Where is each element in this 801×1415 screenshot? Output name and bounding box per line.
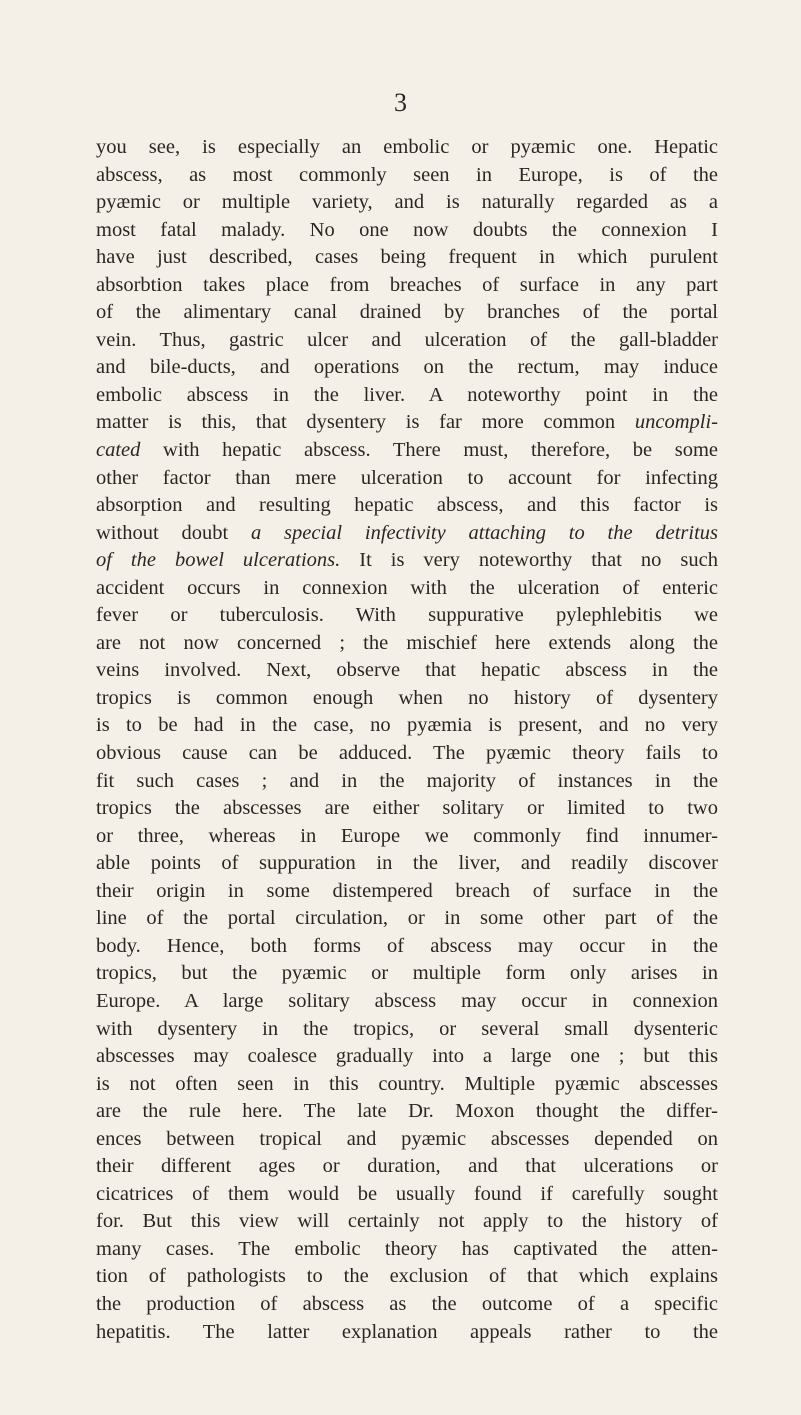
text-line: other factor than mere ulceration to account for infecting [96, 466, 718, 489]
italic-phrase: uncompli- [634, 411, 718, 434]
text-line: hepatitis. The latter explanation appeals rather to the [96, 1320, 718, 1343]
text-line: veins involved. Next, observe that hepatic abscess in the [96, 659, 718, 682]
text-line: abscess, as most commonly seen in Europe, is of the [96, 163, 718, 186]
text-line: tropics, but the pyæmic or multiple form only arises in [96, 962, 718, 985]
text-line: or three, whereas in Europe we commonly find innumer- [96, 824, 718, 847]
text-line: accident occurs in connexion with the ulceration of enteric [96, 576, 718, 599]
text-line: are not now concerned ; the mischief here extends along the [96, 631, 718, 654]
text-line: the production of abscess as the outcome of a specific [96, 1292, 718, 1315]
text-line: tropics the abscesses are either solitary or limited to two [96, 797, 718, 820]
text-line: tropics is common enough when no history of dysentery [96, 686, 718, 709]
text-line: without doubt a special infectivity attaching to the detritus [96, 521, 718, 544]
text-line: cated with hepatic abscess. There must, therefore, be some [96, 439, 718, 462]
text-line: absorbtion takes place from breaches of surface in any part [96, 273, 718, 296]
italic-phrase: a special infectivity attaching to the detritus [250, 521, 718, 544]
text-line: fit such cases ; and in the majority of instances in the [96, 769, 718, 792]
text-line: you see, is especially an embolic or pyæmic one. Hepatic [96, 136, 718, 158]
text-line: of the bowel ulcerations. It is very noteworthy that no such [96, 549, 718, 572]
text-line: absorption and resulting hepatic abscess, and this factor is [96, 494, 718, 517]
text-line: their origin in some distempered breach of surface in the [96, 879, 718, 902]
text-line: abscesses may coalesce gradually into a large one ; but this [96, 1045, 718, 1068]
text-line: tion of pathologists to the exclusion of that which explains [96, 1265, 718, 1288]
text-line: fever or tuberculosis. With suppurative pylephlebitis we [96, 604, 718, 627]
text-line: with dysentery in the tropics, or several small dysenteric [96, 1017, 718, 1040]
page-number: 3 [394, 88, 407, 117]
text-line: matter is this, that dysentery is far more common uncompli- [96, 411, 718, 434]
text-line: is not often seen in this country. Multiple pyæmic abscesses [96, 1072, 718, 1095]
italic-phrase: of the bowel ulcerations. [96, 549, 341, 572]
body-text [96, 134, 718, 1346]
italic-phrase: cated [96, 439, 141, 462]
text-line: for. But this view will certainly not apply to the history of [96, 1210, 718, 1233]
text-line: Europe. A large solitary abscess may occur in connexion [96, 989, 718, 1012]
text-line: vein. Thus, gastric ulcer and ulceration of the gall-bladder [96, 328, 718, 351]
text-line: is to be had in the case, no pyæmia is present, and no very [96, 714, 718, 737]
text-line: body. Hence, both forms of abscess may occur in the [96, 934, 718, 957]
text-line: embolic abscess in the liver. A noteworthy point in the [96, 383, 718, 406]
text-line: obvious cause can be adduced. The pyæmic theory fails to [96, 742, 718, 765]
text-line: cicatrices of them would be usually found if carefully sought [96, 1182, 718, 1205]
text-line: their different ages or duration, and that ulcerations or [96, 1155, 718, 1178]
text-line: most fatal malady. No one now doubts the connexion I [96, 218, 718, 241]
text-line: line of the portal circulation, or in some other part of the [96, 907, 718, 930]
text-line: of the alimentary canal drained by branches of the portal [96, 301, 718, 324]
text-line: many cases. The embolic theory has captivated the atten- [96, 1237, 718, 1260]
text-line: able points of suppuration in the liver, and readily discover [96, 852, 718, 875]
text-line: are the rule here. The late Dr. Moxon thought the differ- [96, 1100, 718, 1123]
text-line: have just described, cases being frequent in which purulent [96, 246, 718, 269]
text-line: and bile-ducts, and operations on the rectum, may induce [96, 356, 718, 379]
text-line: ences between tropical and pyæmic abscesses depended on [96, 1127, 718, 1150]
text-line: pyæmic or multiple variety, and is naturally regarded as a [96, 191, 718, 214]
